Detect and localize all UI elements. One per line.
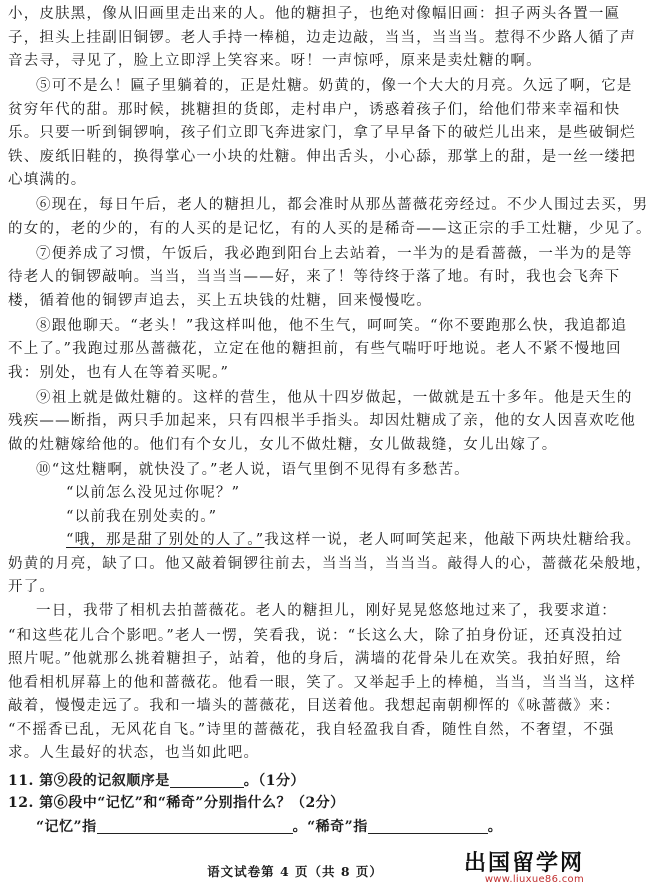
dialogue-line: “以前怎么没见过你呢？” [66, 485, 241, 501]
watermark-logo: 出国留学网 www.liuxue86.com [463, 851, 584, 885]
question-12 [8, 790, 582, 816]
dialogue-line: “以前我在别处卖的。” [66, 508, 218, 525]
text-line: 我：别处，也有人在等着买呢。” [8, 364, 230, 381]
text-line: 不上了。”我跑过那丛蔷薇花，立定在他的糖担前，有些气喘吁吁地说。老人不紧不慢地回 [8, 341, 622, 357]
answer-label-memory: “记忆”指 [36, 818, 97, 835]
dialogue-line: “哦，那是甜了别处的人了。”我这样一说，老人呵呵笑起来，他敲下两块灶糖给我。 [66, 532, 642, 548]
text-line: 奶黄的月亮，缺了口。他又敲着铜锣往前去，当当当，当当当。敲得人的心，蔷薇花朵般地， [8, 555, 652, 572]
text-line: 楼，循着他的铜锣声追去，买上五块钱的灶糖，回来慢慢吃。 [8, 292, 432, 309]
question-12-answers [36, 814, 582, 840]
paragraph-11-start: 一日，我带了相机去拍蔷薇花。老人的糖担儿，刚好晃晃悠悠地过来了，我要求道： [36, 602, 617, 619]
text-line: 子，担头上挂副旧铜锣。老人手持一棒槌，边走边敲，当当，当当当。惹得不少路人循了声 [8, 29, 636, 46]
answer-blank-memory[interactable] [97, 817, 293, 834]
text-line: 待老人的铜锣敲响。当当，当当当——好，来了！等待终于落了地。有时，我也会飞奔下 [8, 269, 621, 285]
paragraph-6-start: ⑥现在，每日午后，老人的糖担儿，都会准时从那丛蔷薇花旁经过。不少人围过去买，男 [36, 197, 649, 213]
text-line: 他看相机屏幕上的他和蔷薇花。他看一眼，笑了。又举起手上的棒槌，当当，当当当，这样 [8, 674, 636, 691]
text-line: 的女的，老的少的，有的人买的是记忆，有的人买的是稀奇——这正宗的手工灶糖，少见了。 [8, 220, 652, 237]
text-line: 心填满的。 [8, 172, 87, 188]
text-line: 音去寻，寻见了，脸上立即浮上笑容来。呀！一声惊呼，原来是卖灶糖的啊。 [8, 53, 542, 69]
paragraph-7-start: ⑦便养成了习惯，午饭后，我必跑到阳台上去站着，一半为的是看蔷薇，一半为的是等 [36, 245, 633, 262]
answer-blank-rarity[interactable] [368, 817, 488, 834]
underlined-sentence: “哦，那是甜了别处的人了。” [66, 532, 265, 548]
text-line: 照片呢。”他就那么挑着糖担子，站着，他的身后，满墙的花骨朵儿在欢笑。我拍好照，给 [8, 651, 622, 667]
paragraph-9-start: ⑨祖上就是做灶糖的。这样的营生，他从十四岁做起，一做就是五十多年。他是天生的 [36, 389, 633, 406]
text-line: 贫穷年代的甜。那时候，挑糖担的货郎，走村串户，诱惑着孩子们，给他们带来幸福和快 [8, 101, 621, 118]
answer-end: 。 [487, 818, 503, 835]
text-line: 敲着，慢慢走远了。我和一墙头的蔷薇花，目送着他。我想起南朝柳恽的《咏蔷薇》来： [8, 698, 621, 714]
question-text: 第⑨段的记叙顺序是 [39, 772, 170, 789]
text-line: 残疾——断指，两只手加起来，只有四根半手指头。却因灶糖成了亲，他的女人因喜欢吃他 [8, 413, 636, 429]
question-score: 。（1分） [243, 772, 305, 789]
text-line: “不摇香已乱，无风花自飞。”诗里的蔷薇花，我自轻盈我自香，随性自然，不奢望，不强 [8, 721, 615, 738]
paragraph-5-start: ⑤可不是么！匾子里躺着的，正是灶糖。奶黄的，像一个大大的月亮。久远了啊，它是 [36, 78, 633, 94]
text-line: 开了。 [8, 579, 56, 595]
paragraph-8-start: ⑧跟他聊天。“老头！”我这样叫他，他不生气，呵呵笑。“你不要跑那么快，我追都追 [36, 317, 628, 334]
question-text: 第⑥段中“记忆”和“稀奇”分别指什么？（2分） [39, 794, 345, 811]
text-line: 乐。只要一听到铜锣响，孩子们立即飞奔进家门，拿了早早备下的破烂儿出来，是些破铜烂 [8, 125, 636, 141]
question-number: 12. [8, 794, 34, 811]
answer-label-rarity: 。“稀奇”指 [292, 818, 368, 835]
paragraph-10-start: ⑩“这灶糖啊，就快没了。”老人说，语气里倒不见得有多愁苦。 [36, 461, 470, 478]
question-number: 11. [8, 772, 34, 789]
text-line: 小，皮肤黑，像从旧画里走出来的人。他的糖担子，也绝对像幅旧画：担子两头各置一匾 [8, 6, 621, 22]
text-line: 铁、废纸旧鞋的，换得掌心一小块的灶糖。伸出舌头，小心舔，那掌上的甜，是一丝一缕把 [8, 148, 636, 165]
answer-blank[interactable] [170, 771, 244, 788]
text-line: 求。人生最好的状态，也当如此吧。 [8, 745, 260, 761]
text-line: 做的灶糖嫁给他的。他们有个女儿，女儿不做灶糖，女儿做裁缝，女儿出嫁了。 [8, 436, 558, 453]
page-footer: 语文试卷第 4 页（共 8 页） [207, 864, 383, 879]
text-line: “和这些花儿合个影吧。”老人一愣，笑看我，说：“长这么大，除了拍身份证，还真没拍过 [8, 627, 624, 644]
